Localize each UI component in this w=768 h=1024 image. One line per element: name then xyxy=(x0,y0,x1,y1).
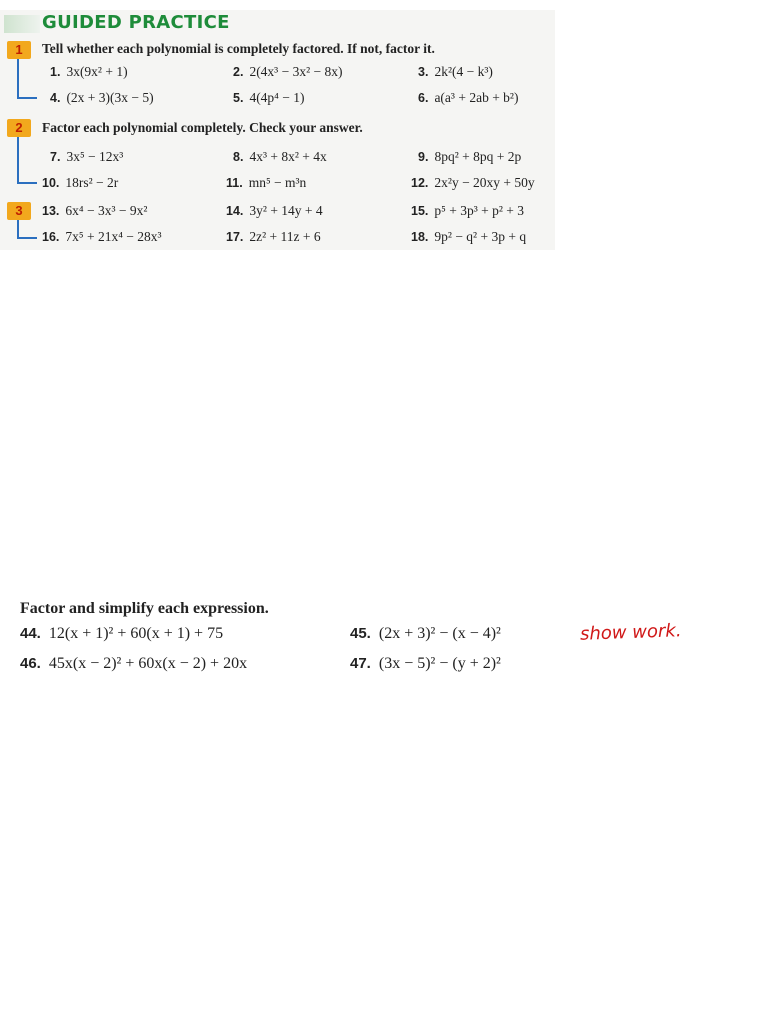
problem-8 xyxy=(233,149,327,165)
example-badge-3: 3 xyxy=(7,202,31,220)
problem-number: 45. xyxy=(350,625,371,642)
problem-number: 17. xyxy=(226,230,244,244)
problem-expression: 3x(9x² + 1) xyxy=(66,64,128,79)
problem-9 xyxy=(418,149,521,165)
problem-expression: 2z² + 11z + 6 xyxy=(249,229,321,244)
problem-5 xyxy=(233,90,305,106)
problem-number: 14. xyxy=(226,204,244,218)
problem-expression: 3y² + 14y + 4 xyxy=(249,203,323,218)
problem-number: 44. xyxy=(20,625,41,642)
factor-simplify-instruction: Factor and simplify each expression. xyxy=(20,600,269,617)
problem-expression: 3x⁵ − 12x³ xyxy=(66,149,124,164)
section-3-bracket xyxy=(17,220,37,239)
problem-45 xyxy=(350,625,501,643)
problem-number: 4. xyxy=(50,91,61,105)
problem-number: 46. xyxy=(20,655,41,672)
problem-3 xyxy=(418,64,493,80)
section-1-instruction: Tell whether each polynomial is completely factored. If not, factor it. xyxy=(42,41,435,56)
problem-number: 6. xyxy=(418,91,429,105)
problem-expression: (2x + 3)² − (x − 4)² xyxy=(378,625,501,642)
problem-4 xyxy=(50,90,154,106)
example-badge-1: 1 xyxy=(7,41,31,59)
problem-expression: (3x − 5)² − (y + 2)² xyxy=(378,655,501,672)
problem-number: 18. xyxy=(411,230,429,244)
problem-number: 2. xyxy=(233,65,244,79)
problem-expression: 18rs² − 2r xyxy=(65,175,119,190)
problem-2 xyxy=(233,64,343,80)
problem-47 xyxy=(350,655,501,673)
problem-7 xyxy=(50,149,123,165)
example-badge-2: 2 xyxy=(7,119,31,137)
problem-18 xyxy=(411,229,526,245)
title-accent-bar xyxy=(4,15,40,33)
problem-6 xyxy=(418,90,518,106)
section-2-instruction: Factor each polynomial completely. Check your answer. xyxy=(42,120,363,135)
problem-expression: a(a³ + 2ab + b²) xyxy=(434,90,519,105)
problem-number: 12. xyxy=(411,176,429,190)
section-title: GUIDED PRACTICE xyxy=(42,12,230,33)
problem-number: 3. xyxy=(418,65,429,79)
problem-number: 15. xyxy=(411,204,429,218)
problem-expression: 9p² − q² + 3p + q xyxy=(434,229,527,244)
problem-expression: 4x³ + 8x² + 4x xyxy=(249,149,327,164)
problem-number: 16. xyxy=(42,230,60,244)
problem-44 xyxy=(20,625,223,643)
section-2-bracket xyxy=(17,137,37,184)
problem-expression: p⁵ + 3p³ + p² + 3 xyxy=(434,203,525,218)
problem-number: 5. xyxy=(233,91,244,105)
problem-expression: 8pq² + 8pq + 2p xyxy=(434,149,522,164)
problem-expression: 2x²y − 20xy + 50y xyxy=(434,175,535,190)
problem-number: 11. xyxy=(226,176,243,190)
problem-expression: 45x(x − 2)² + 60x(x − 2) + 20x xyxy=(48,655,248,672)
problem-number: 13. xyxy=(42,204,60,218)
problem-11 xyxy=(226,175,306,191)
problem-12 xyxy=(411,175,535,191)
problem-number: 1. xyxy=(50,65,61,79)
section-1-bracket xyxy=(17,59,37,99)
problem-expression: 2k²(4 − k³) xyxy=(434,64,493,79)
problem-number: 9. xyxy=(418,150,429,164)
problem-number: 10. xyxy=(42,176,60,190)
problem-16 xyxy=(42,229,162,245)
problem-number: 47. xyxy=(350,655,371,672)
problem-15 xyxy=(411,203,524,219)
problem-1 xyxy=(50,64,128,80)
problem-expression: 2(4x³ − 3x² − 8x) xyxy=(249,64,343,79)
problem-expression: 7x⁵ + 21x⁴ − 28x³ xyxy=(65,229,162,244)
problem-expression: 6x⁴ − 3x³ − 9x² xyxy=(65,203,148,218)
problem-number: 7. xyxy=(50,150,61,164)
problem-14 xyxy=(226,203,323,219)
problem-expression: 4(4p⁴ − 1) xyxy=(249,90,305,105)
problem-10 xyxy=(42,175,118,191)
problem-17 xyxy=(226,229,321,245)
problem-13 xyxy=(42,203,147,219)
problem-expression: (2x + 3)(3x − 5) xyxy=(66,90,154,105)
handwritten-note: show work. xyxy=(579,620,682,645)
problem-expression: 12(x + 1)² + 60(x + 1) + 75 xyxy=(48,625,224,642)
problem-number: 8. xyxy=(233,150,244,164)
problem-46 xyxy=(20,655,247,673)
problem-expression: mn⁵ − m³n xyxy=(248,175,307,190)
